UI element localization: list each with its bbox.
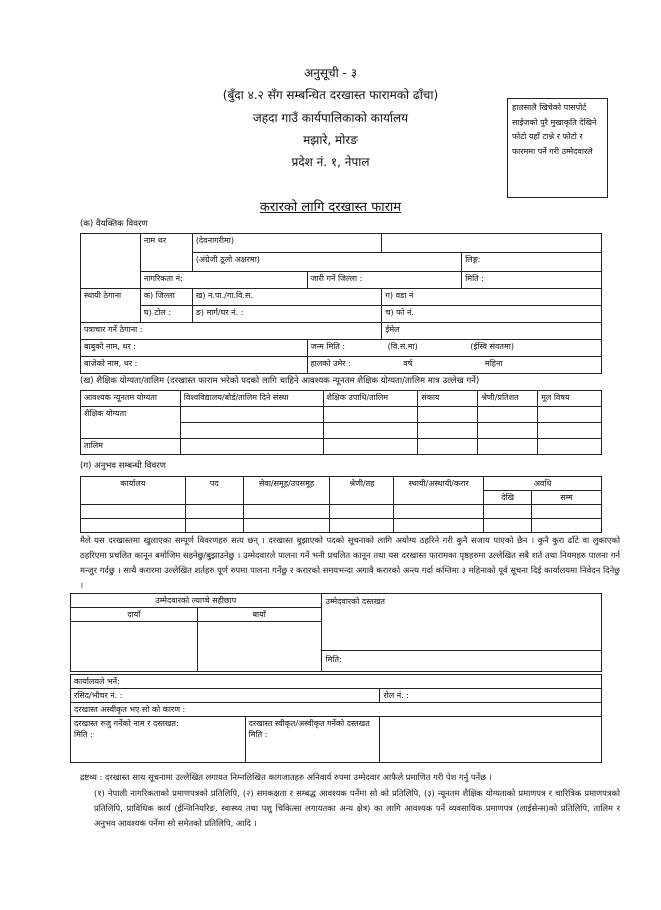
- signature-date: मिति:: [322, 650, 601, 668]
- exp-cell[interactable]: [484, 519, 532, 533]
- edu-cell[interactable]: [323, 423, 418, 439]
- education-table: [80, 390, 602, 455]
- province-name: प्रदेश नं. १, नेपाल: [291, 155, 370, 169]
- exp-cell[interactable]: [532, 519, 602, 533]
- office-name: जहदा गाउँ कार्यपालिकाको कार्यालय: [252, 111, 409, 125]
- approver-signature-space[interactable]: [380, 717, 602, 763]
- exp-cell[interactable]: [532, 505, 602, 519]
- edu-cell[interactable]: [418, 407, 478, 423]
- exp-col-service: सेवा/समूह/उपसमूह: [243, 477, 330, 505]
- form-subtitle: (बुँदा ४.२ सँग सम्बन्धित दरखास्त फारामको ढाँचा): [222, 88, 439, 102]
- age-year-label: वर्ष: [403, 359, 413, 368]
- exp-cell[interactable]: [394, 519, 484, 533]
- thumb-left-box[interactable]: [197, 622, 321, 672]
- experience-table: [80, 476, 602, 533]
- edu-cell[interactable]: [538, 407, 602, 423]
- exp-cell[interactable]: [243, 505, 330, 519]
- ward-field[interactable]: ग) वडा नं: [382, 289, 602, 306]
- district-field[interactable]: क) जिल्ला: [140, 289, 192, 306]
- section-a-heading: (क) वैयक्तिक विवरण: [80, 219, 148, 229]
- edu-row-academic: शैक्षिक योग्यता: [81, 407, 181, 439]
- rejection-reason-field[interactable]: दरखास्त अस्वीकृत भए सो को कारण :: [71, 703, 602, 717]
- office-location: मझारे, मोरङ: [303, 133, 358, 147]
- exp-col-office: कार्यालय: [81, 477, 186, 505]
- edu-row-training: तालिम: [81, 439, 181, 455]
- approver-field[interactable]: [245, 717, 380, 763]
- thumb-right-box[interactable]: [71, 622, 198, 672]
- municipality-field[interactable]: ख) न.पा./गा.वि.स.: [192, 289, 382, 306]
- thumb-left-label: बायाँ: [197, 608, 321, 622]
- edu-cell[interactable]: [538, 439, 602, 455]
- phone-field[interactable]: च) फो नं.: [382, 306, 602, 323]
- edu-col-faculty: संकाय: [418, 391, 478, 407]
- edu-cell[interactable]: [418, 439, 478, 455]
- roll-field[interactable]: रोल नं. :: [380, 689, 602, 703]
- citizenship-field[interactable]: नागरिकता नं:: [140, 272, 307, 289]
- gender-field[interactable]: लिङ्ग:: [462, 253, 602, 272]
- exp-cell[interactable]: [81, 519, 186, 533]
- age-field[interactable]: [307, 357, 601, 374]
- email-field[interactable]: ईमेल: [382, 323, 602, 340]
- receipt-field[interactable]: रसिद/भौचर नं. :: [71, 689, 380, 703]
- issue-date-field[interactable]: मिति :: [462, 272, 602, 289]
- exp-col-level: श्रेणी/तह: [330, 477, 394, 505]
- edu-col-qualification: आवश्यक न्यूनतम योग्यता: [81, 391, 181, 407]
- declaration-text: मैले यस दरखास्तमा खुलाएका सम्पूर्ण विवरणहरु सत्य छन् । दरखास्त बुझाएको पदको सूचनाको लागि अयोग्य ठहरिने गरी कुनै सजाय पाएको छैन । कुनै कुरा ढाँटे वा लुकाएको ठहरिएमा प्रचलित कानून बमोजिम सहनेछु/बुझाउनेछु । उम्मेदवारले पालना गर्ने भनी प्रचलित कानून तथा यस दरखास्त फारामका पृष्ठहरुमा उल्लेखित सबै शर्त तथा नियमहरु पालना गर्न मन्जुर गर्दछु । साथै करारमा उल्लेखित शर्तहरु पूर्ण रुपमा पालना गर्नेछु र करारको समयभन्दा अगावै करारको अन्त्य गर्दा कम्तिमा ३ महिनाको पूर्व सूचना दिई कार्यालयमा निवेदन दिनेछु ।: [80, 535, 620, 590]
- edu-cell[interactable]: [538, 423, 602, 439]
- grandfather-name-field[interactable]: बाजेको नाम, थर :: [81, 357, 308, 374]
- age-month-label: महिना: [484, 359, 503, 368]
- exp-cell[interactable]: [81, 505, 186, 519]
- exp-cell[interactable]: [330, 519, 394, 533]
- exp-col-period: अवधि: [484, 477, 602, 491]
- section-b-heading: (ख) शैक्षिक योग्यता/तालिम (दरखास्त फाराम भरेको पदको लागि चाहिने आवश्यक न्यूनतम शैक्षिक योग्यता/तालिम मात्र उल्लेख गर्ने): [80, 376, 480, 386]
- section-c-heading: (ग) अनुभव सम्बन्धी विवरण: [80, 461, 166, 471]
- exp-cell[interactable]: [185, 519, 243, 533]
- signature-table: [70, 593, 602, 672]
- edu-col-grade: श्रेणी/प्रतिशत: [478, 391, 538, 407]
- examiner-label: दरखास्त रुजु गर्नेको नाम र दस्तखत:: [74, 719, 179, 728]
- exp-col-type: स्थायी/अस्थायी/करार: [394, 477, 484, 505]
- edu-col-institution: विश्वविद्यालय/बोर्ड/तालिम दिने संस्था: [180, 391, 323, 407]
- edu-cell[interactable]: [180, 407, 323, 423]
- edu-col-degree: शैक्षिक उपाधि/तालिम: [323, 391, 418, 407]
- name-devanagari-field[interactable]: (देवनागरीमा): [192, 234, 382, 253]
- exp-col-post: पद: [185, 477, 243, 505]
- dob-ad-label: (ईस्वि संवतमा): [470, 342, 514, 351]
- thumb-heading: उम्मेदवारको ल्याप्चे सहीछाप: [71, 594, 322, 608]
- examiner-date: मिति :: [74, 730, 93, 739]
- exp-cell[interactable]: [243, 519, 330, 533]
- footnote-documents: (१) नेपाली नागरिकताको प्रमाणपत्रको प्रतिलिपि, (२) समकक्षता र सम्बद्ध आवश्यक पर्नेमा सो को प्रतिलिपि, (३) न्यूनतम शैक्षिक योग्यताको प्रमाणपत्र र चारित्रिक प्रमाणपत्रको प्रतिलिपि, प्राविधिक कार्य (ईन्जिनियरिङ, स्वास्थ्य तथा पशु चिकित्सा लगायतका अन्य क्षेत्र) का लागि आवश्यक पर्ने व्यवसायिक प्रमाणपत्र (लाईसेन्स)को प्रतिलिपि, तालिम र अनुभव आवश्यक पर्नेमा सो समेतको प्रतिलिपि, आदि ।: [94, 788, 620, 828]
- road-field[interactable]: ङ) मार्ग/घर नं. :: [192, 306, 382, 323]
- edu-cell[interactable]: [478, 407, 538, 423]
- exp-col-from: देखि: [484, 491, 532, 505]
- exp-cell[interactable]: [185, 505, 243, 519]
- exp-cell[interactable]: [330, 505, 394, 519]
- dob-label: जन्म मिति :: [310, 342, 346, 351]
- edu-col-subject: मूल विषय: [538, 391, 602, 407]
- edu-cell[interactable]: [323, 439, 418, 455]
- name-label: नाम थर: [140, 234, 192, 272]
- name-english-field[interactable]: (अंग्रेजी ठूलो अक्षरमा): [192, 253, 461, 272]
- approver-date: मिति :: [248, 730, 268, 739]
- exp-col-to: सम्म: [532, 491, 602, 505]
- form-title: करारको लागि दरखास्त फाराम: [259, 200, 402, 215]
- edu-cell[interactable]: [180, 439, 323, 455]
- exp-cell[interactable]: [484, 505, 532, 519]
- permanent-address-label: स्थायी ठेगाना: [81, 289, 141, 323]
- edu-cell[interactable]: [180, 423, 323, 439]
- office-table: [70, 674, 602, 763]
- tole-field[interactable]: घ) टोल :: [140, 306, 192, 323]
- approver-label: दरखास्त स्वीकृत/अस्वीकृत गर्नेको दस्तखत: [248, 719, 370, 728]
- signature-cell[interactable]: [321, 594, 601, 672]
- edu-cell[interactable]: [323, 407, 418, 423]
- name-devanagari-value[interactable]: [382, 234, 602, 253]
- thumb-right-label: दायाँ: [71, 608, 198, 622]
- father-name-field[interactable]: बाबुको नाम, थर :: [81, 340, 308, 357]
- exp-cell[interactable]: [394, 505, 484, 519]
- examiner-field[interactable]: [71, 717, 246, 763]
- mailing-address-field[interactable]: पत्राचार गर्ने ठेगाना :: [81, 323, 382, 340]
- dob-bs-label: (वि.सं.मा): [387, 342, 418, 351]
- signature-label: उम्मेदवारको दस्तखत: [325, 597, 385, 606]
- photo-box[interactable]: हालसालै खिचेको पासपोर्ट साईजको पुरै मुखाकृति देखिने फोटो यहाँ टाश्ने र फोटो र फारममा पर्ने गरी उम्मेदवारले: [507, 98, 608, 198]
- footnote-intro: द्रष्टव्य : दरखास्त साथ सूचनामा उल्लेखित लगायत निम्नलिखित कागजातहरु अनिवार्य रुपमा उम्मेदवार आफैले प्रमाणित गरी पेश गर्नु पर्नेछ ।: [80, 772, 492, 782]
- office-fill-label: कार्यालयले भर्ने:: [71, 675, 602, 689]
- schedule-title: अनुसूची - ३: [304, 66, 357, 80]
- edu-cell[interactable]: [418, 423, 478, 439]
- dob-field[interactable]: [307, 340, 601, 357]
- edu-cell[interactable]: [478, 423, 538, 439]
- issued-district-field[interactable]: जारी गर्ने जिल्ला :: [307, 272, 462, 289]
- personal-details-table: [80, 233, 602, 374]
- edu-cell[interactable]: [478, 439, 538, 455]
- age-label: हालको उमेर :: [310, 359, 351, 368]
